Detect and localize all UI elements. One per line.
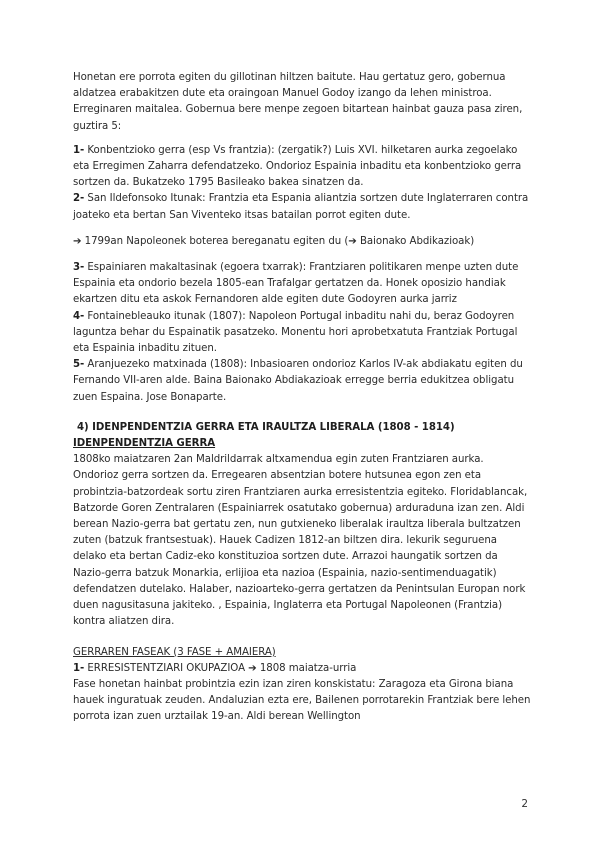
page-number: 2 [521, 798, 528, 810]
list-item [73, 143, 531, 192]
list-item-text: San Ildefonsoko Itunak: Frantzia eta Espania aliantzia sortzen dute Inglaterraren contra joateko eta bertan San Viventeko itsas batailan porrot egiten dute. [73, 193, 529, 221]
napoleon-arrow-line: ➔ 1799an Napoleonek boterea bereganatu egiten du (➔ Baionako Abdikazioak) [73, 235, 475, 247]
phases-title: GERRAREN FASEAK (3 FASE + AMAIERA) [73, 646, 276, 658]
list-item-text: Espainiaren makaltasinak (egoera txarrak): Frantziaren politikaren menpe uzten dute Espainia eta ondorio bezela 1805-ean Trafalgar gertatzen da. Honek oposizio handiak ekartzen ditu eta askok Fernandoren alde egiten dute Godoyren aurka jarriz [73, 262, 519, 306]
phase-item-number: 1- [73, 662, 85, 674]
phase-item-title: ERRESISTENTZIARI OKUPAZIOA ➔ 1808 maiatza-urria [84, 662, 357, 674]
page-content [73, 70, 531, 726]
section-subheading: IDENPENDENTZIA GERRA [73, 438, 216, 450]
phase-item [73, 661, 531, 677]
list-item-number: 1- [73, 144, 85, 156]
section-phases [73, 645, 531, 726]
section-heading: 4) IDENPENDENTZIA GERRA ETA IRAULTZA LIBERALA (1808 - 1814) [77, 421, 455, 433]
list-item-number: 5- [73, 359, 85, 371]
list-item [73, 191, 531, 223]
list-item [73, 357, 531, 406]
list-item-number: 2- [73, 193, 85, 205]
list-item-text: Aranjuezeko matxinada (1808): Inbasioaren ondorioz Karlos IV-ak abdiakatu egiten du Fernando VII-aren alde. Baina Baionako Abdiakazioak erregge berria edukitzea obligatu zuen Espaina. Jose Bonaparte. [73, 359, 523, 403]
section-independence-war [73, 420, 531, 631]
list-item [73, 260, 531, 309]
list-item-number: 4- [73, 310, 85, 322]
list-item-text: Konbentzioko gerra (esp Vs frantzia): (zergatik?) Luis XVI. hilketaren aurka zegoelako eta Erregimen Zaharra defendatzeko. Ondorioz Espainia inbaditu eta konbentzioko gerra sortzen da. Bukatzeko 1795 Basileako bakea sinatzen da. [73, 144, 522, 189]
list-item [73, 309, 531, 358]
intro-paragraph: Honetan ere porrota egiten du gillotinan hiltzen baitute. Hau gertatuz gero, gobernua aldatzea erabakitzen dute eta oraingoan Manuel Godoy izango da lehen ministroa. Erreginaren maitalea. Gobernua bere menpe zegoen bitartean hainbat gauza pasa ziren, guztira 5: [73, 72, 523, 132]
list-item-text: Fontainebleauko itunak (1807): Napoleon Portugal inbaditu nahi du, beraz Godoyren laguntza behar du Espainatik pasatzeko. Monentu hori aprobetxatuta Frantziak Portugal eta Espainia inbaditu zituen. [73, 310, 518, 355]
phase-body: Fase honetan hainbat probintzia ezin izan ziren konskistatu: Zaragoza eta Girona biana hauek inguratuak zeuden. Andaluzian ezta ere, Bailenen porrotarekin Frantziak bere lehen porrota izan zuen urztailak 19-an. Aldi berean Wellington [73, 678, 531, 723]
list-item-number: 3- [73, 262, 85, 274]
list-b [73, 260, 531, 406]
list-a [73, 143, 531, 224]
section-body: 1808ko maiatzaren 2an Maldrildarrak altxamendua egin zuten Frantziaren aurka. Ondorioz gerra sortzen da. Erregearen absentzian botere hutsunea egon zen eta probintzia-batzordeak sortu ziren Frantziaren aurka erresistentzia egiteko. Floridablancak, Batzorde Goren Zentralaren (Espainiarrek osatutako gobernua) arduraduna izan zen. Aldi berean Nazio-gerra bat gertatu zen, nun gutxieneko liberalak iraultza liberala bultzatzen zuten (batzuk frantsestuak). Hauek Cadizen 1812-an biltzen dira. lekurik seguruena delako eta bertan Cadiz-eko konstituzioa sortzen dute. Arrazoi haungatik sortzen da Nazio-gerra batzuk Monarkia, erlijioa eta nazioa (Espainia, nazio-sentimenduagatik) defendatzen dutelako. Halaber, nazioarteko-gerra gertatzen da Penintsulan Europan nork duen nagusitasuna jakiteko. , Espainia, Inglaterra eta Portugal Napoleonen (Frantzia) kontra aliatzen dira. [73, 454, 528, 628]
